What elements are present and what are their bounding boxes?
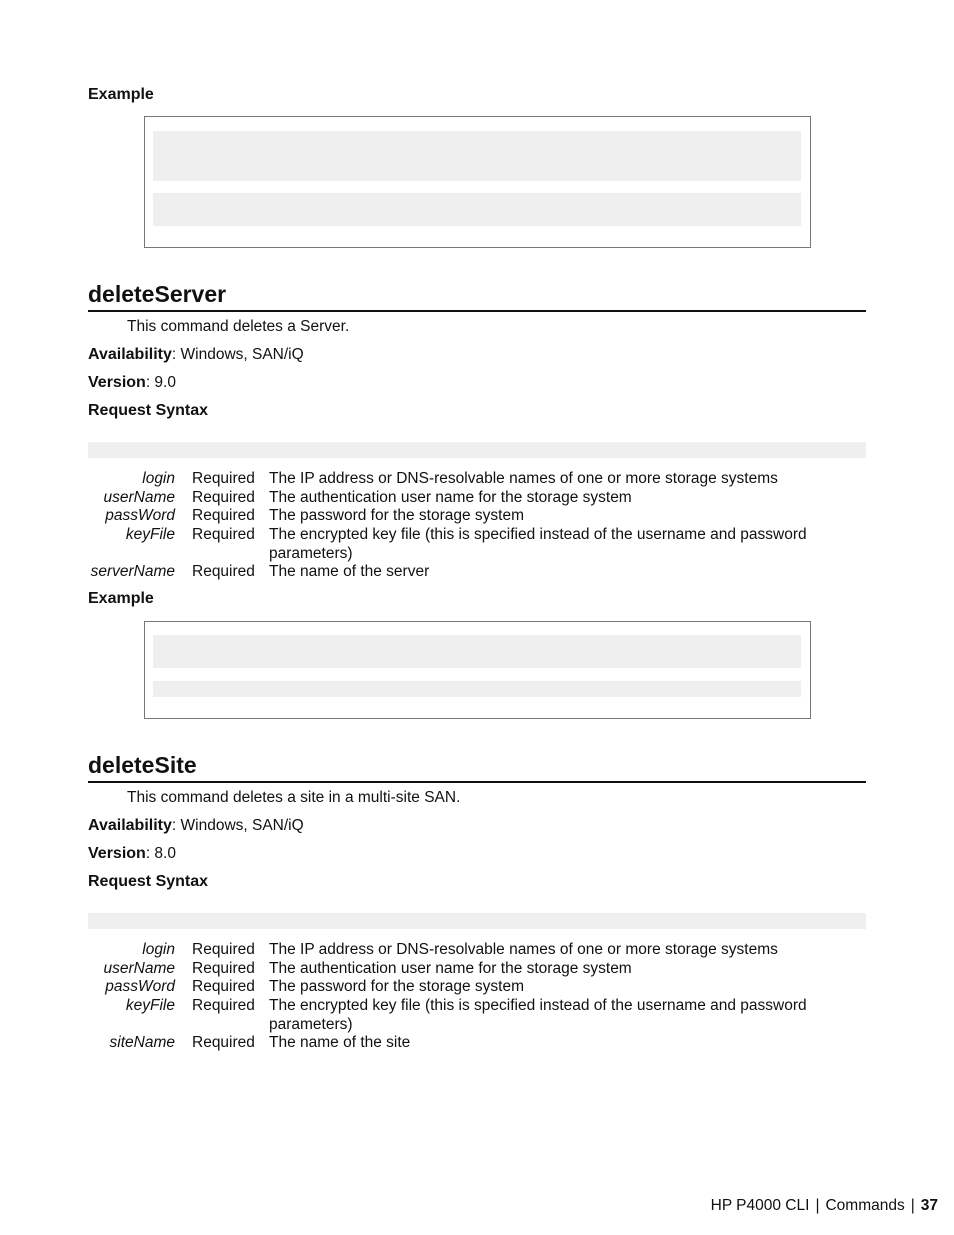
- param-description: The authentication user name for the storage system: [269, 960, 632, 977]
- param-description: The encrypted key file (this is specified instead of the username and password parameters): [269, 526, 807, 562]
- section-title-deletesite: deleteSite: [88, 751, 866, 783]
- section-description: This command deletes a site in a multi-site SAN.: [127, 789, 461, 806]
- param-requirement: Required: [192, 563, 255, 580]
- request-syntax-code: [88, 913, 866, 929]
- request-syntax-code: [88, 442, 866, 458]
- version-label: Version: [88, 374, 146, 391]
- footer-separator: |: [910, 1197, 915, 1214]
- param-name: keyFile: [125, 526, 175, 543]
- param-description: The encrypted key file (this is specified instead of the username and password parameters): [269, 997, 807, 1033]
- param-requirement: Required: [192, 526, 255, 543]
- section-description: This command deletes a Server.: [127, 318, 350, 335]
- code-line: [153, 681, 801, 697]
- code-line: [153, 131, 801, 181]
- request-syntax-heading: Request Syntax: [88, 402, 209, 419]
- availability-line: [88, 346, 304, 364]
- page-number: 37: [920, 1197, 938, 1214]
- param-name: login: [142, 470, 175, 487]
- param-requirement: Required: [192, 489, 255, 506]
- param-name: passWord: [105, 978, 175, 995]
- param-requirement: Required: [192, 997, 255, 1014]
- param-description: The name of the server: [269, 563, 430, 580]
- param-requirement: Required: [192, 941, 255, 958]
- param-description: The password for the storage system: [269, 507, 525, 524]
- version-value: : 9.0: [145, 374, 176, 391]
- param-requirement: Required: [192, 1034, 255, 1051]
- version-line: [88, 845, 176, 863]
- param-name: serverName: [90, 563, 175, 580]
- page-footer: [711, 1197, 938, 1215]
- param-name: passWord: [105, 507, 175, 524]
- availability-value: : Windows, SAN/iQ: [171, 346, 304, 363]
- example-code-box: [144, 621, 811, 719]
- param-name: userName: [103, 960, 175, 977]
- version-label: Version: [88, 845, 146, 862]
- param-description: The password for the storage system: [269, 978, 525, 995]
- availability-label: Availability: [88, 346, 172, 363]
- param-name: keyFile: [125, 997, 175, 1014]
- example-heading: Example: [88, 86, 154, 103]
- footer-chapter: Commands: [825, 1197, 905, 1214]
- availability-label: Availability: [88, 817, 172, 834]
- param-description: The authentication user name for the storage system: [269, 489, 632, 506]
- version-value: : 8.0: [145, 845, 176, 862]
- param-description: The IP address or DNS-resolvable names of one or more storage systems: [269, 470, 778, 487]
- code-line: [153, 193, 801, 226]
- request-syntax-heading: Request Syntax: [88, 873, 209, 890]
- param-name: login: [142, 941, 175, 958]
- param-name: userName: [103, 489, 175, 506]
- param-requirement: Required: [192, 960, 255, 977]
- version-line: [88, 374, 176, 392]
- param-name: siteName: [109, 1034, 175, 1051]
- param-requirement: Required: [192, 507, 255, 524]
- example-heading: Example: [88, 590, 154, 607]
- availability-line: [88, 817, 304, 835]
- example-code-box: [144, 116, 811, 248]
- code-line: [153, 635, 801, 668]
- param-requirement: Required: [192, 470, 255, 487]
- footer-separator: |: [815, 1197, 820, 1214]
- param-description: The name of the site: [269, 1034, 411, 1051]
- footer-doc-title: HP P4000 CLI: [710, 1197, 810, 1214]
- availability-value: : Windows, SAN/iQ: [171, 817, 304, 834]
- section-title-deleteserver: deleteServer: [88, 280, 866, 312]
- param-requirement: Required: [192, 978, 255, 995]
- param-description: The IP address or DNS-resolvable names of one or more storage systems: [269, 941, 778, 958]
